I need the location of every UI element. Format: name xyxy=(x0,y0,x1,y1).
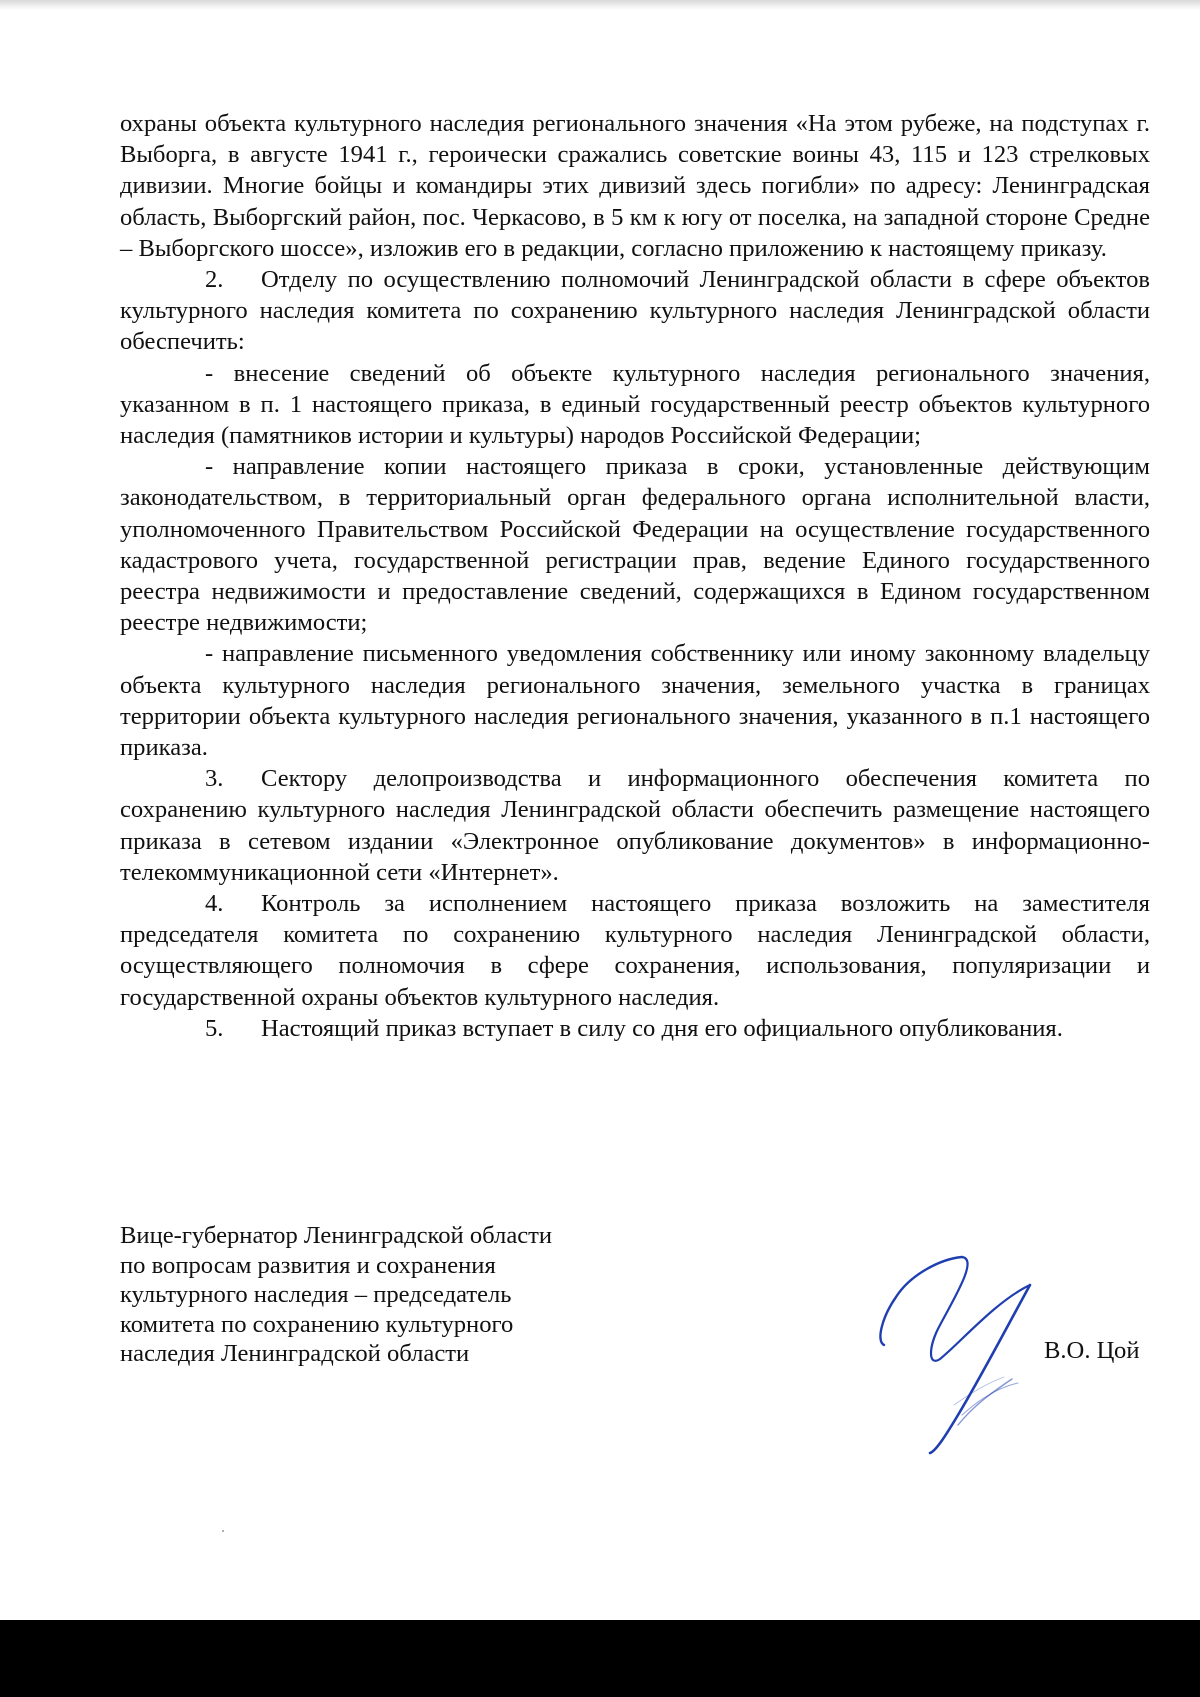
signer-position-line: Вице-губернатор Ленинградской области xyxy=(120,1222,553,1249)
paragraph-item-5 xyxy=(120,1013,1150,1044)
scan-edge-shadow xyxy=(0,0,1200,10)
paragraph-text: Отделу по осуществлению полномочий Ленинградской области в сфере объектов культурного наследия комитета по сохранению культурного наследия Ленинградской области обеспечить: xyxy=(120,266,1150,356)
signer-position-line: по вопросам развития и сохранения xyxy=(120,1251,496,1279)
paragraph-text: - внесение сведений об объекте культурного наследия регионального значения, указанном в п. 1 настоящего приказа, в единый государственный реестр объектов культурного наследия (памятников истории и культуры) народов Российской Федерации; xyxy=(120,359,1150,450)
paragraph-subitem-registry xyxy=(120,358,1150,452)
paragraph-text: охраны объекта культурного наследия регионального значения «На этом рубеже, на подступах г. Выборга, в августе 1941 г., героически сражались советские воины 43, 115 и 123 стрелковых дивизии. Многие бойцы и командиры этих дивизий здесь погибли» по адресу: Ленинградская область, Выборгский район, пос. Черкасово, в 5 км к югу от поселка, на западной стороне Средне – Выборгского шоссе», изложив его в редакции, согласно приложению к настоящему приказу. xyxy=(120,110,1150,262)
paragraph-subitem-notice xyxy=(120,638,1150,763)
order-body-text xyxy=(120,108,1150,1044)
signer-position xyxy=(120,1221,640,1369)
paragraph-number: 3. xyxy=(205,765,224,793)
scan-bottom-border xyxy=(0,1620,1200,1697)
paragraph-item-3 xyxy=(120,763,1150,888)
paragraph-text: - направление копии настоящего приказа в сроки, установленные действующим законодательством, в территориальный орган федерального органа исполнительной власти, уполномоченного Правительством Российской Федерации на осуществление государственного кадастрового учета, государственной регистрации прав, ведение Единого государственного реестра недвижимости и предоставление сведений, содержащихся в Едином государственном реестре недвижимости; xyxy=(120,453,1150,637)
signer-position-line: комитета по сохранению культурного xyxy=(120,1310,514,1338)
paragraph-text: - направление письменного уведомления собственнику или иному законному владельцу объекта культурного наследия регионального значения, земельного участка в границах территории объекта культурного наследия регионального значения, указанного в п.1 настоящего приказа. xyxy=(120,640,1150,762)
signer-position-line: культурного наследия – председатель xyxy=(120,1281,512,1308)
paragraph-text: Сектору делопроизводства и информационного обеспечения комитета по сохранению культурного наследия Ленинградской области обеспечить размещение настоящего приказа в сетевом издании «Электронное опубликование документов» в информационно-телекоммуникационной сети «Интернет». xyxy=(120,765,1150,886)
handwritten-signature xyxy=(870,1255,1040,1455)
paragraph-number: 2. xyxy=(205,266,224,294)
paragraph-subitem-copy xyxy=(120,451,1150,638)
signer-position-line: наследия Ленинградской области xyxy=(120,1340,470,1367)
paragraph-number: 4. xyxy=(205,890,224,918)
paragraph-text: Контроль за исполнением настоящего приказа возложить на заместителя председателя комитета по сохранению культурного наследия Ленинградской области, осуществляющего полномочия в сфере сохранения, использования, популяризации и государственной охраны объектов культурного наследия. xyxy=(120,890,1150,1011)
paragraph-text: Настоящий приказ вступает в силу со дня его официального опубликования. xyxy=(261,1014,1063,1042)
paragraph-item-2 xyxy=(120,264,1150,358)
scan-speck xyxy=(222,1530,224,1532)
paragraph-continuation xyxy=(120,108,1150,264)
signer-name: В.О. Цой xyxy=(1044,1337,1140,1364)
paragraph-item-4 xyxy=(120,888,1150,1013)
paragraph-number: 5. xyxy=(205,1014,224,1042)
